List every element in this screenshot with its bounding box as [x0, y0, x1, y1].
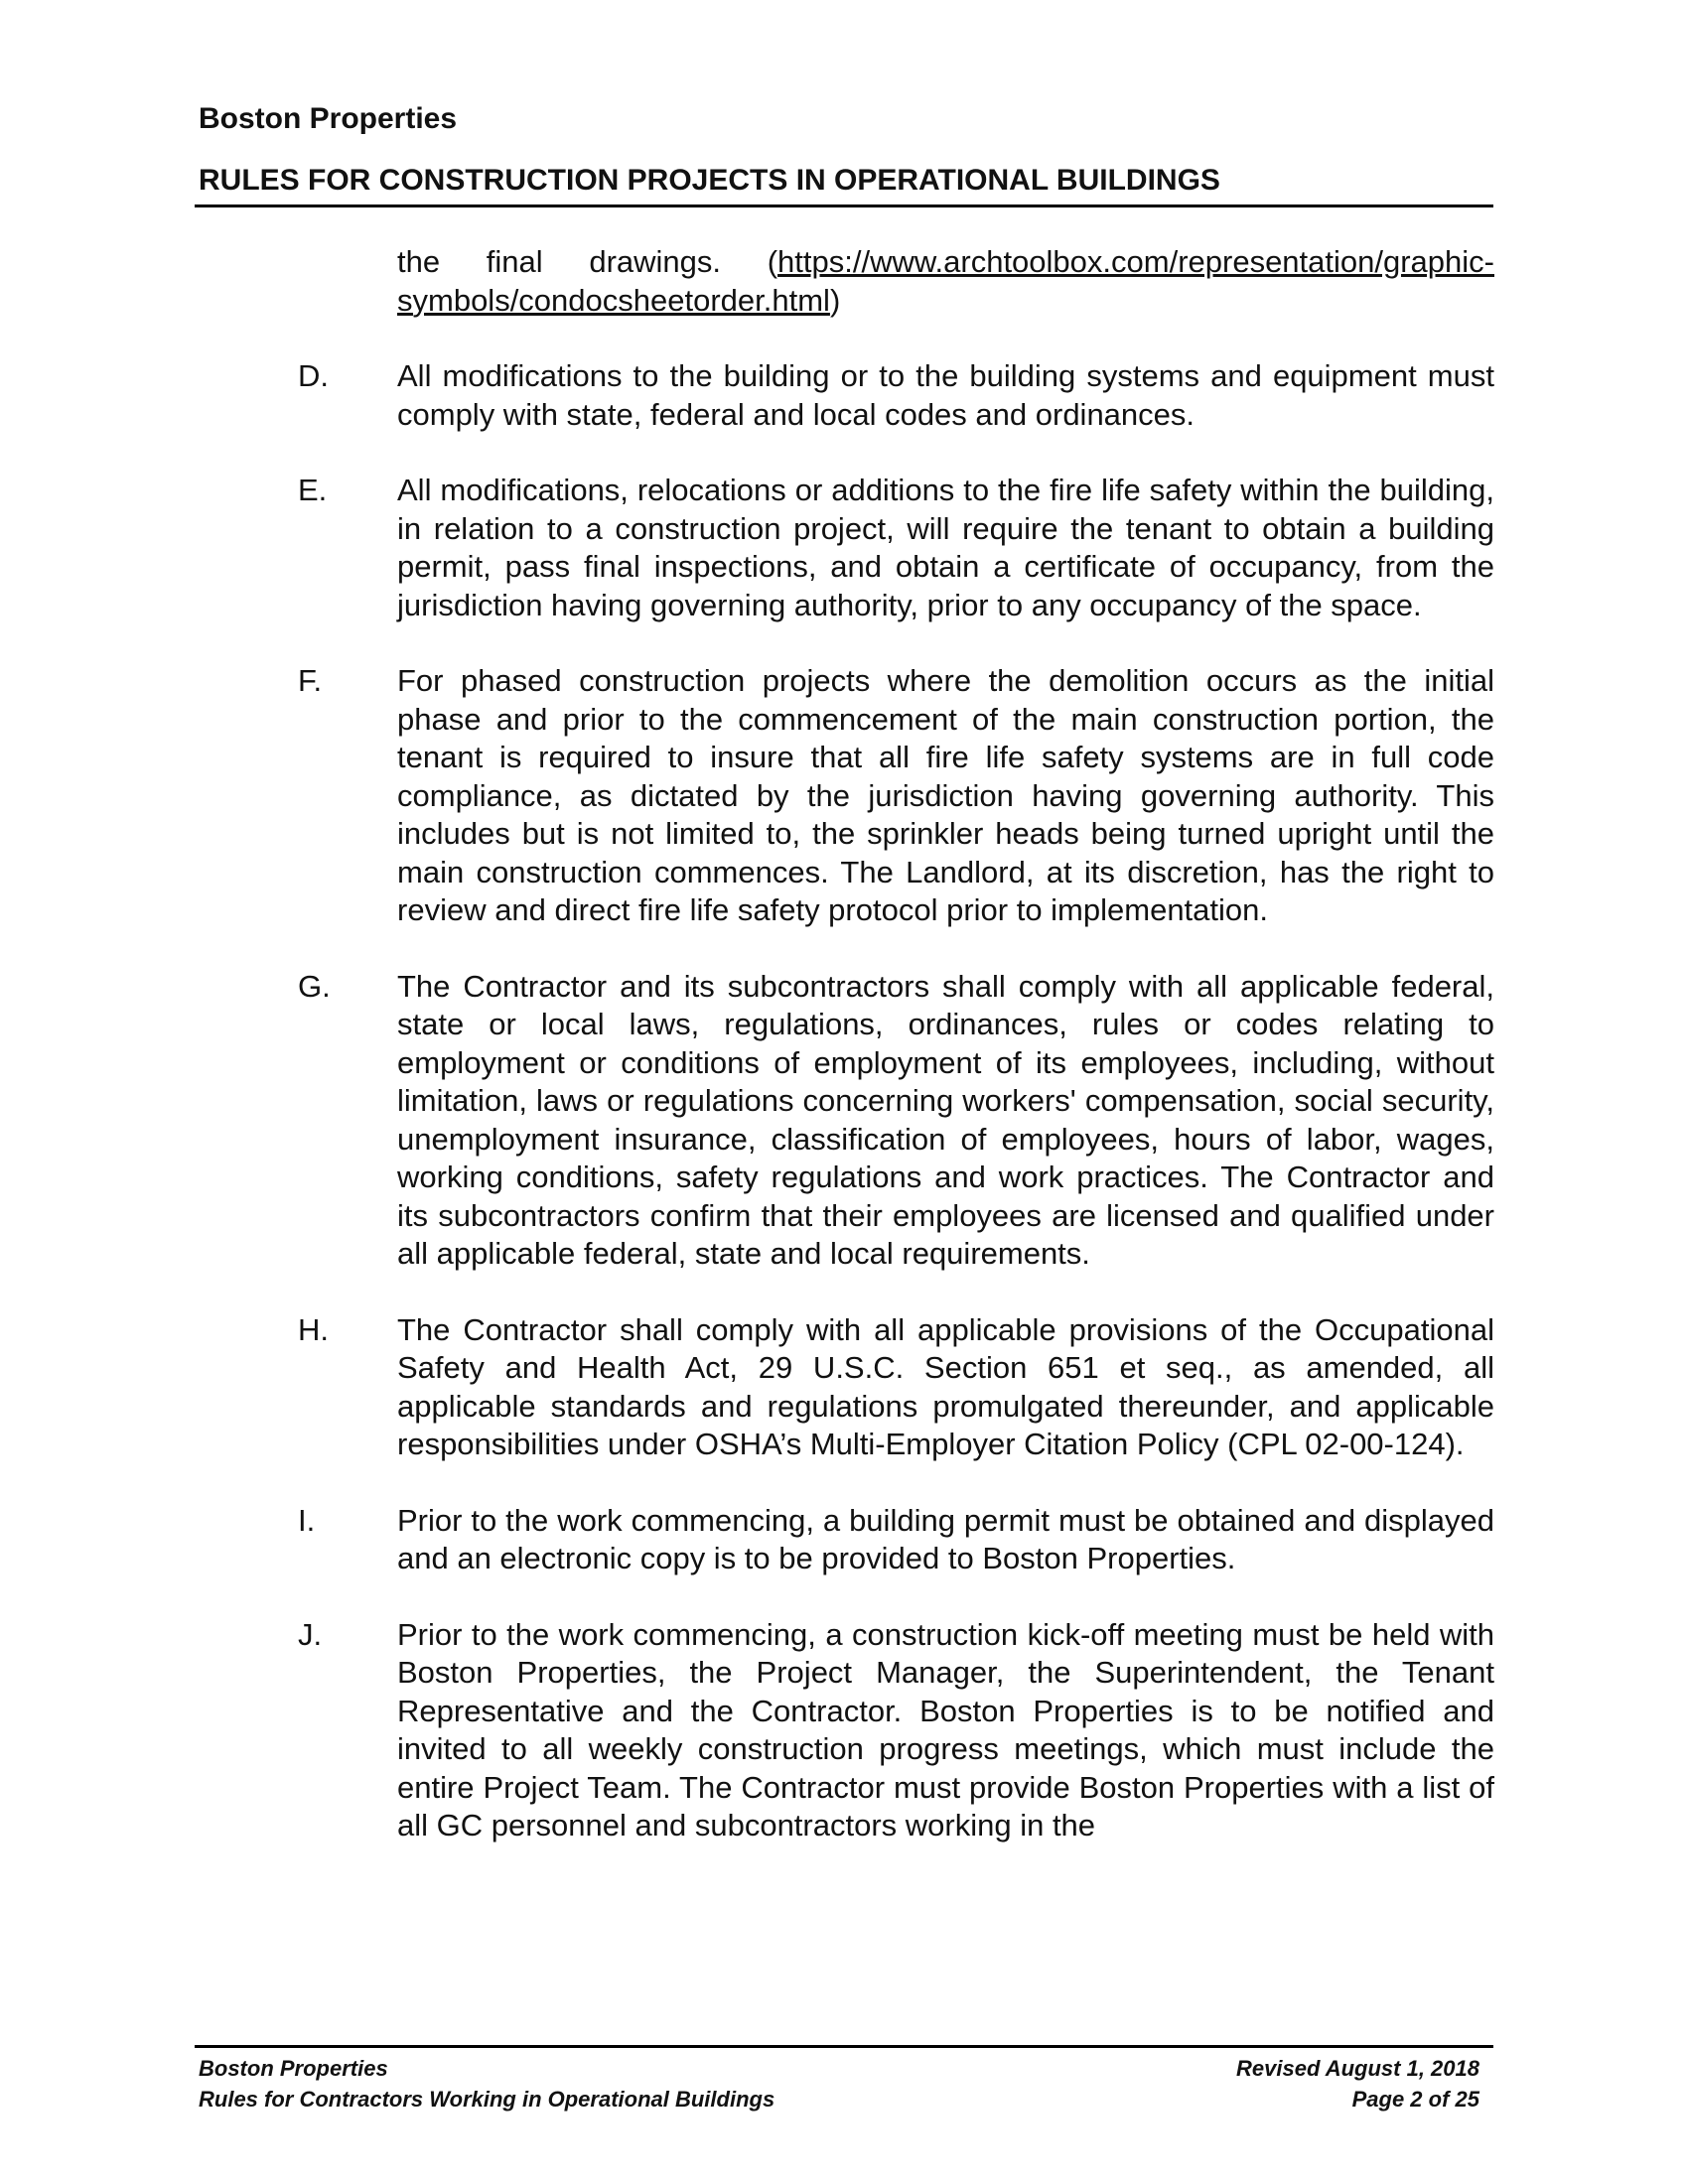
lead-text-end: )	[829, 282, 841, 318]
item-text: The Contractor shall comply with all applicable provisions of the Occupational Safety and Health Act, 29 U.S.C. Section 651 et seq., as amended, all applicable standards and regulations promulgated thereunder, and applicable responsibilities under OSHA’s Multi-Employer Citation Policy (CPL 02-00-124).	[397, 1311, 1494, 1461]
list-item-d	[199, 357, 1494, 434]
footer-page-number: Page 2 of 25	[1351, 2087, 1479, 2112]
item-text: Prior to the work commencing, a building permit must be obtained and displayed and an electronic copy is to be provided to Boston Properties.	[397, 1502, 1494, 1575]
item-text: All modifications to the building or to the building systems and equipment must comply with state, federal and local codes and ordinances.	[397, 358, 1494, 432]
item-letter: G.	[298, 968, 331, 1004]
list-item-h	[199, 1311, 1494, 1464]
item-letter: H.	[298, 1311, 329, 1347]
item-letter: J.	[298, 1616, 323, 1652]
footer-revised-date: Revised August 1, 2018	[1236, 2056, 1479, 2081]
header-rule	[195, 205, 1493, 207]
page-header	[199, 99, 1489, 201]
item-text: All modifications, relocations or additions to the fire life safety within the building, in relation to a construction project, will require the tenant to obtain a building permit, pass final inspections, and obtain a certificate of occupancy, from the jurisdiction having governing authority, prior to any occupancy of the space.	[397, 473, 1494, 622]
company-name: Boston Properties	[199, 102, 458, 135]
item-letter: F.	[298, 663, 323, 698]
item-letter: E.	[298, 473, 328, 507]
list-item-i	[199, 1502, 1494, 1578]
item-letter: D.	[298, 358, 329, 393]
list-item-g	[199, 968, 1494, 1274]
list-item-j	[199, 1616, 1494, 1845]
item-text: For phased construction projects where the demolition occurs as the initial phase and prior to the commencement of the main construction portion, the tenant is required to insure that all fire life safety systems are in full code compliance, as dictated by the jurisdiction having governing authority. This includes but is not limited to, the sprinkler heads being turned upright until the main construction commences. The Landlord, at its discretion, has the right to review and direct fire life safety protocol prior to implementation.	[397, 663, 1494, 927]
archtoolbox-link[interactable]: https://www.archtoolbox.com/representation/graphic-symbols/condocsheetorder.html	[397, 244, 1494, 318]
item-text: The Contractor and its subcontractors shall comply with all applicable federal, state or local laws, regulations, ordinances, rules or codes relating to employment or conditions of employment of its employees, including, without limitation, laws or regulations concerning workers' compensation, social security, unemployment insurance, classification of employees, hours of labor, wages, working conditions, safety regulations and work practices. The Contractor and its subcontractors confirm that their employees are licensed and qualified under all applicable federal, state and local requirements.	[397, 968, 1494, 1271]
item-letter: I.	[298, 1502, 316, 1538]
footer-company: Boston Properties	[199, 2056, 388, 2081]
page-footer	[199, 2053, 1479, 2115]
list-item-e	[199, 472, 1494, 624]
lead-text: the final drawings. (	[397, 244, 778, 279]
footer-rule	[195, 2045, 1493, 2048]
document-body	[199, 243, 1494, 1883]
continued-paragraph	[199, 243, 1494, 320]
footer-document-name: Rules for Contractors Working in Operational Buildings	[199, 2087, 775, 2112]
document-title: RULES FOR CONSTRUCTION PROJECTS IN OPERATIONAL BUILDINGS	[199, 164, 1220, 197]
list-item-f	[199, 662, 1494, 930]
item-text: Prior to the work commencing, a construction kick-off meeting must be held with Boston Properties, the Project Manager, the Superintendent, the Tenant Representative and the Contractor. Boston Properties is to be notified and invited to all weekly construction progress meetings, which must include the entire Project Team. The Contractor must provide Boston Properties with a list of all GC personnel and subcontractors working in the	[397, 1616, 1494, 1843]
